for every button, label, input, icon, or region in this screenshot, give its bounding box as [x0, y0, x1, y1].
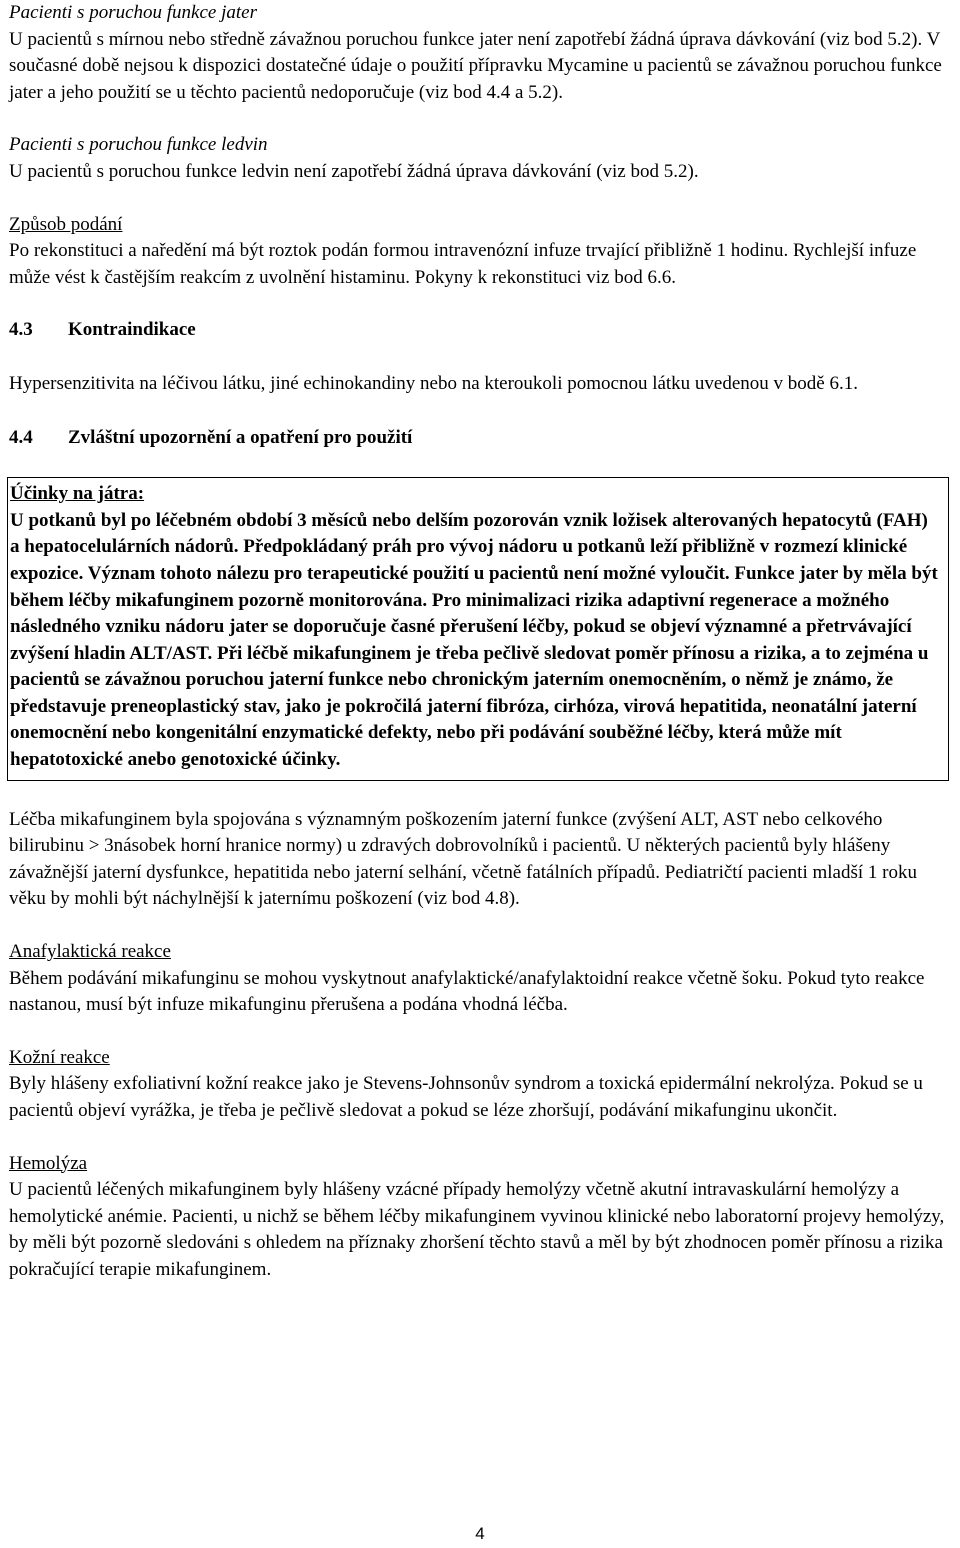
- administration-text: Po rekonstituci a naředění má být roztok podán formou intravenózní infuze trvající přibližně 1 hodinu. Rychlejší infuze může vést k častějším reakcím z uvolnění histaminu. Pokyny k rekonstituci viz bod 6.6.: [9, 240, 917, 288]
- boxed-warning-title: Účinky na játra:: [10, 483, 145, 505]
- page-number: 4: [475, 1524, 485, 1543]
- contraindications-heading: [9, 317, 951, 344]
- section-title: Kontraindikace: [68, 319, 196, 341]
- section-title: Zvláštní upozornění a opatření pro použití: [68, 426, 413, 448]
- contraindications-text: Hypersenzitivita na léčivou látku, jiné echinokandiny nebo na kteroukoli pomocnou látku uvedenou v bodě 6.1.: [9, 372, 858, 394]
- liver-impairment-text: U pacientů s mírnou nebo středně závažnou poruchou funkce jater není zapotřebí žádná úprava dávkování (viz bod 5.2). V současné době nejsou k dispozici dostatečné údaje o použití přípravku Mycamine u pacientů se závažnou poruchou funkce jater a jeho použití se u těchto pacientů nedoporučuje (viz bod 4.4 a 5.2).: [9, 28, 942, 103]
- hemolysis-text: U pacientů léčených mikafunginem byly hlášeny vzácné případy hemolýzy včetně akutní intravaskulární hemolýzy a hemolytické anémie. Pacienti, u nichž se během léčby mikafunginem vyvinou klinické nebo laboratorní projevy hemolýzy, by měli být pozorně sledováni s ohledem na příznaky zhoršení těchto stavů a měl by být zhodnocen poměr přínosu a rizika pokračující terapie mikafunginem.: [9, 1179, 945, 1280]
- anaphylaxis-text: Během podávání mikafunginu se mohou vyskytnout anafylaktické/anafylaktoidní reakce včetně šoku. Pokud tyto reakce nastanou, musí být infuze mikafunginu přerušena a podána vhodná léčba.: [9, 967, 925, 1016]
- administration-title: Způsob podání: [9, 213, 123, 235]
- skin-reactions-title: Kožní reakce: [9, 1046, 110, 1068]
- document-page: [9, 0, 951, 1284]
- hemolysis-title: Hemolýza: [9, 1152, 88, 1174]
- liver-damage-text: Léčba mikafunginem byla spojována s významným poškozením jaterní funkce (zvýšení ALT, AST nebo celkového bilirubinu > 3násobek horní hranice normy) u zdravých dobrovolníků i pacientů. U některých pacientů byly hlášeny závažnější jaterní dysfunkce, hepatitida nebo jaterní selhání, včetně fatálních případů. Pediatričtí pacienti mladší 1 roku věku by mohli být náchylnější k jaternímu poškození (viz bod 4.8).: [9, 808, 917, 910]
- liver-impairment-title: Pacienti s poruchou funkce jater: [9, 2, 257, 23]
- skin-reactions-text: Byly hlášeny exfoliativní kožní reakce jako je Stevens-Johnsonův syndrom a toxická epidermální nekrolýza. Pokud se u pacientů objeví vyrážka, je třeba je pečlivě sledovat a pokud se léze zhoršují, podávání mikafunginu ukončit.: [9, 1073, 923, 1121]
- kidney-impairment-title: Pacienti s poruchou funkce ledvin: [9, 134, 268, 156]
- kidney-impairment-text: U pacientů s poruchou funkce ledvin není zapotřebí žádná úprava dávkování (viz bod 5.2).: [9, 160, 699, 182]
- anaphylaxis-title: Anafylaktická reakce: [9, 941, 171, 963]
- warnings-heading: [9, 425, 951, 452]
- section-number: 4.4: [9, 426, 33, 448]
- boxed-warning-text: U potkanů byl po léčebném období 3 měsíců nebo delším pozorován vznik ložisek alterovaných hepatocytů (FAH) a hepatocelulárních nádorů. Předpokládaný práh pro vývoj nádoru u potkanů leží přibližně v rozmezí klinické expozice. Význam tohoto nálezu pro terapeutické použití u pacientů není možné vyloučit. Funkce jater by měla být během léčby mikafunginem pozorně monitorována. Pro minimalizaci rizika adaptivní regenerace a možného následného vzniku nádoru jater se doporučuje časné přerušení léčby, pokud se objeví významné a přetrvávající zvýšení hladin ALT/AST. Při léčbě mikafunginem je třeba pečlivě sledovat poměr přínosu a rizika, a to zejména u pacientů se závažnou poruchou jaterní funkce nebo chronickým jaterním onemocněním, o němž je známo, že představuje preneoplastický stav, jako je pokročilá jaterní fibróza, cirhóza, virová hepatitida, neonatální jaterní onemocnění nebo kongenitální enzymatické defekty, nebo při podávání souběžné léčby, která může mít hepatotoxické anebo genotoxické účinky.: [10, 509, 938, 771]
- liver-effects-boxed-warning: [7, 477, 949, 781]
- section-number: 4.3: [9, 319, 33, 341]
